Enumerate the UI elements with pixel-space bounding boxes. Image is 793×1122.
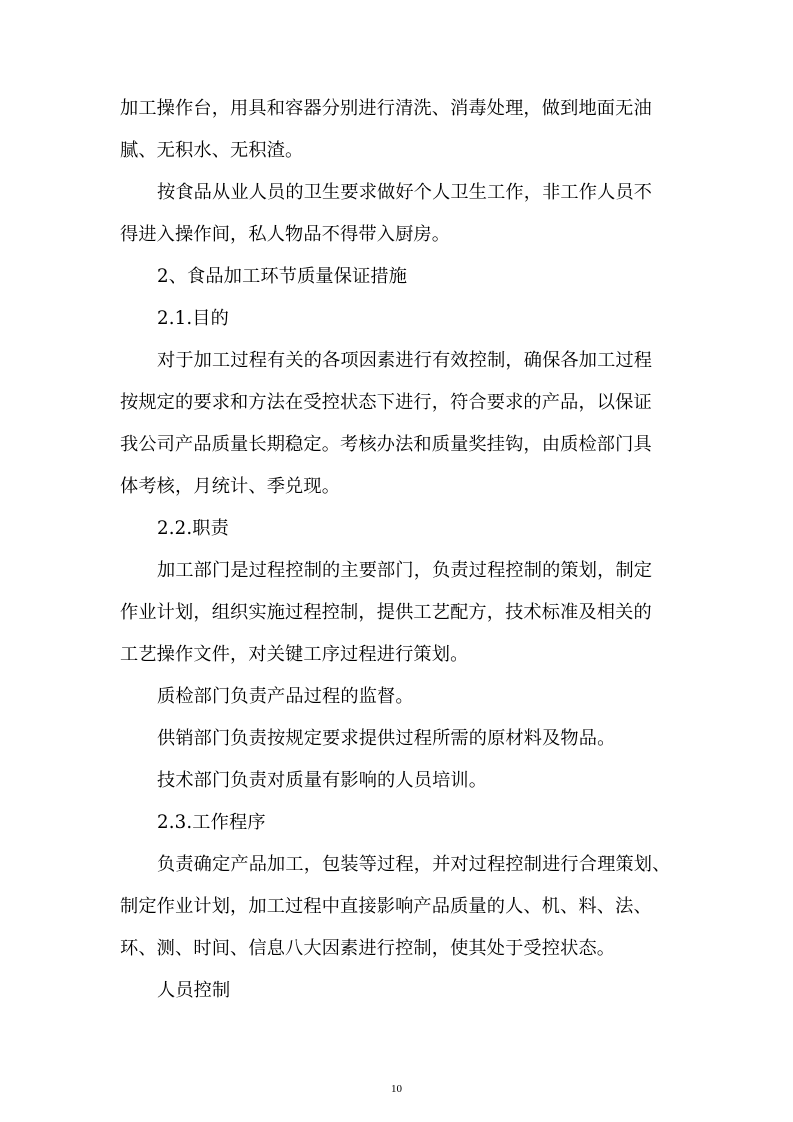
- section-heading: 2、食品加工环节质量保证措施: [157, 266, 408, 287]
- subsection-heading: 2.1.目的: [157, 308, 229, 329]
- paragraph-2-line-1: 按食品从业人员的卫生要求做好个人卫生工作，非工作人员不: [157, 182, 653, 203]
- paragraph-6-line-1: 供销部门负责按规定要求提供过程所需的原材料及物品。: [157, 728, 616, 749]
- paragraph-4-line-2: 作业计划，组织实施过程控制，提供工艺配方，技术标准及相关的: [120, 602, 652, 623]
- paragraph-8-line-2: 制定作业计划，加工过程中直接影响产品质量的人、机、料、法、: [120, 896, 652, 917]
- page-number: 10: [391, 1083, 402, 1095]
- paragraph-3-line-1: 对于加工过程有关的各项因素进行有效控制，确保各加工过程: [157, 350, 653, 371]
- paragraph-3-line-4: 体考核，月统计、季兑现。: [120, 476, 341, 497]
- paragraph-3-line-3: 我公司产品质量长期稳定。考核办法和质量奖挂钩，由质检部门具: [120, 434, 652, 455]
- paragraph-1-line-2: 腻、无积水、无积渣。: [120, 140, 304, 161]
- paragraph-8-line-3: 环、测、时间、信息八大因素进行控制，使其处于受控状态。: [120, 938, 616, 959]
- paragraph-5-line-1: 质检部门负责产品过程的监督。: [157, 686, 414, 707]
- paragraph-4-line-3: 工艺操作文件，对关键工序过程进行策划。: [120, 644, 469, 665]
- subsection-heading: 2.2.职责: [157, 518, 229, 539]
- paragraph-1-line-1: 加工操作台，用具和容器分别进行清洗、消毒处理，做到地面无油: [120, 98, 652, 119]
- paragraph-7-line-1: 技术部门负责对质量有影响的人员培训。: [157, 770, 488, 791]
- paragraph-8-line-1: 负责确定产品加工，包装等过程，并对过程控制进行合理策划、: [157, 854, 671, 875]
- paragraph-2-line-2: 得进入操作间，私人物品不得带入厨房。: [120, 224, 451, 245]
- subsection-heading: 2.3.工作程序: [157, 812, 266, 833]
- paragraph-4-line-1: 加工部门是过程控制的主要部门，负责过程控制的策划，制定: [157, 560, 653, 581]
- paragraph-3-line-2: 按规定的要求和方法在受控状态下进行，符合要求的产品，以保证: [120, 392, 652, 413]
- paragraph-9-line-1: 人员控制: [157, 980, 231, 1001]
